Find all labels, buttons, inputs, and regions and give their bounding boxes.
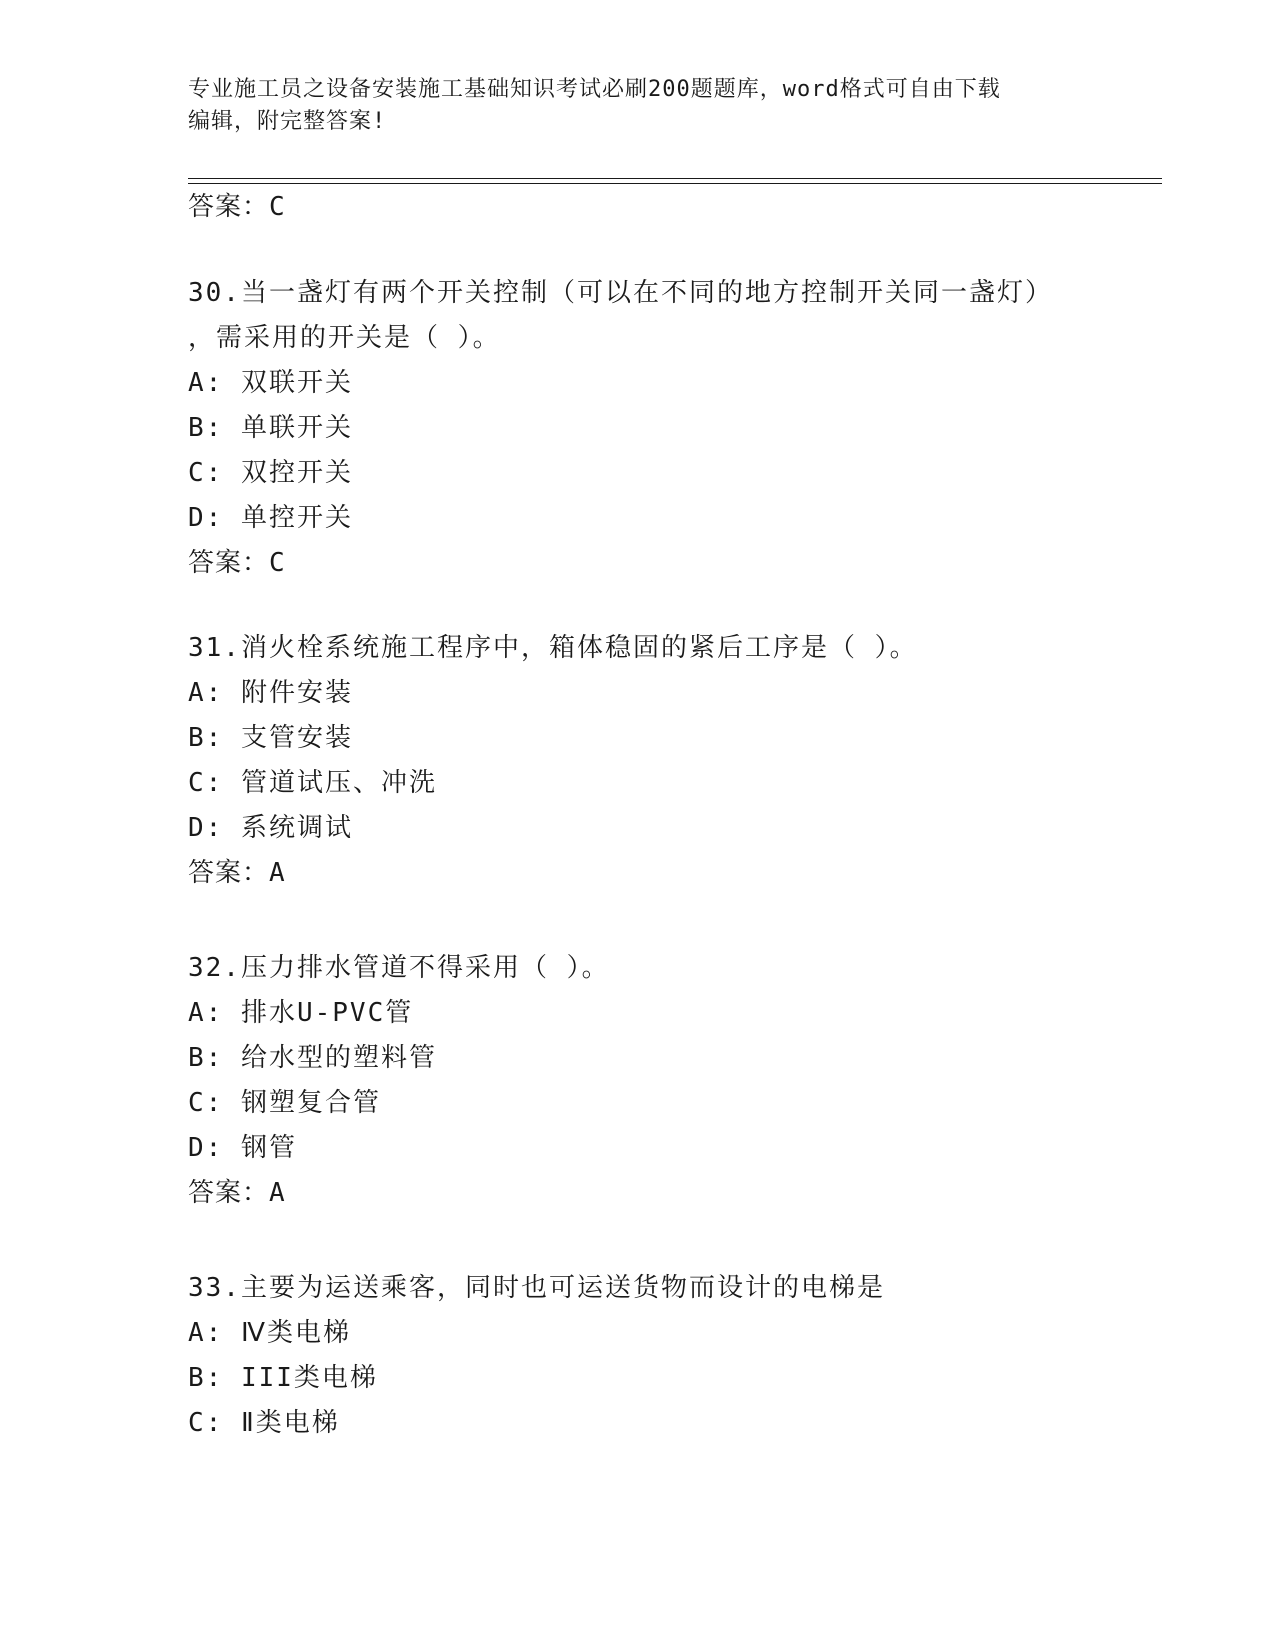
header-line-1: 专业施工员之设备安装施工基础知识考试必刷200题题库，word格式可自由下载 bbox=[188, 77, 1001, 102]
question-32-option-b: B: 给水型的塑料管 bbox=[188, 1043, 437, 1073]
document-header bbox=[188, 74, 1088, 138]
question-30-line-2: ，需采用的开关是（ ）。 bbox=[188, 323, 501, 353]
question-30-option-b: B: 单联开关 bbox=[188, 413, 353, 443]
question-33-option-c: C: Ⅱ类电梯 bbox=[188, 1408, 340, 1438]
header-divider bbox=[188, 178, 1162, 184]
question-30-option-c: C: 双控开关 bbox=[188, 458, 353, 488]
question-31-option-c: C: 管道试压、冲洗 bbox=[188, 768, 437, 798]
question-30-option-a: A: 双联开关 bbox=[188, 368, 353, 398]
question-31-option-d: D: 系统调试 bbox=[188, 813, 353, 843]
answer-31: 答案：A bbox=[188, 858, 286, 888]
question-32-option-a: A: 排水U-PVC管 bbox=[188, 998, 414, 1028]
question-33-option-a: A: Ⅳ类电梯 bbox=[188, 1318, 351, 1348]
question-30-option-d: D: 单控开关 bbox=[188, 503, 353, 533]
question-31-option-a: A: 附件安装 bbox=[188, 678, 353, 708]
question-33-option-b: B: III类电梯 bbox=[188, 1363, 378, 1393]
answer-30: 答案：C bbox=[188, 548, 286, 578]
answer-29: 答案：C bbox=[188, 192, 286, 222]
question-31: 31.消火栓系统施工程序中，箱体稳固的紧后工序是（ ）。 bbox=[188, 633, 918, 663]
header-line-2: 编辑，附完整答案! bbox=[188, 109, 387, 134]
question-30-line-1: 30.当一盏灯有两个开关控制（可以在不同的地方控制开关同一盏灯） bbox=[188, 278, 1053, 308]
question-32-option-d: D: 钢管 bbox=[188, 1133, 297, 1163]
question-32: 32.压力排水管道不得采用（ ）。 bbox=[188, 953, 610, 983]
answer-32: 答案：A bbox=[188, 1178, 286, 1208]
question-31-option-b: B: 支管安装 bbox=[188, 723, 353, 753]
question-33: 33.主要为运送乘客，同时也可运送货物而设计的电梯是 bbox=[188, 1273, 885, 1303]
question-32-option-c: C: 钢塑复合管 bbox=[188, 1088, 381, 1118]
